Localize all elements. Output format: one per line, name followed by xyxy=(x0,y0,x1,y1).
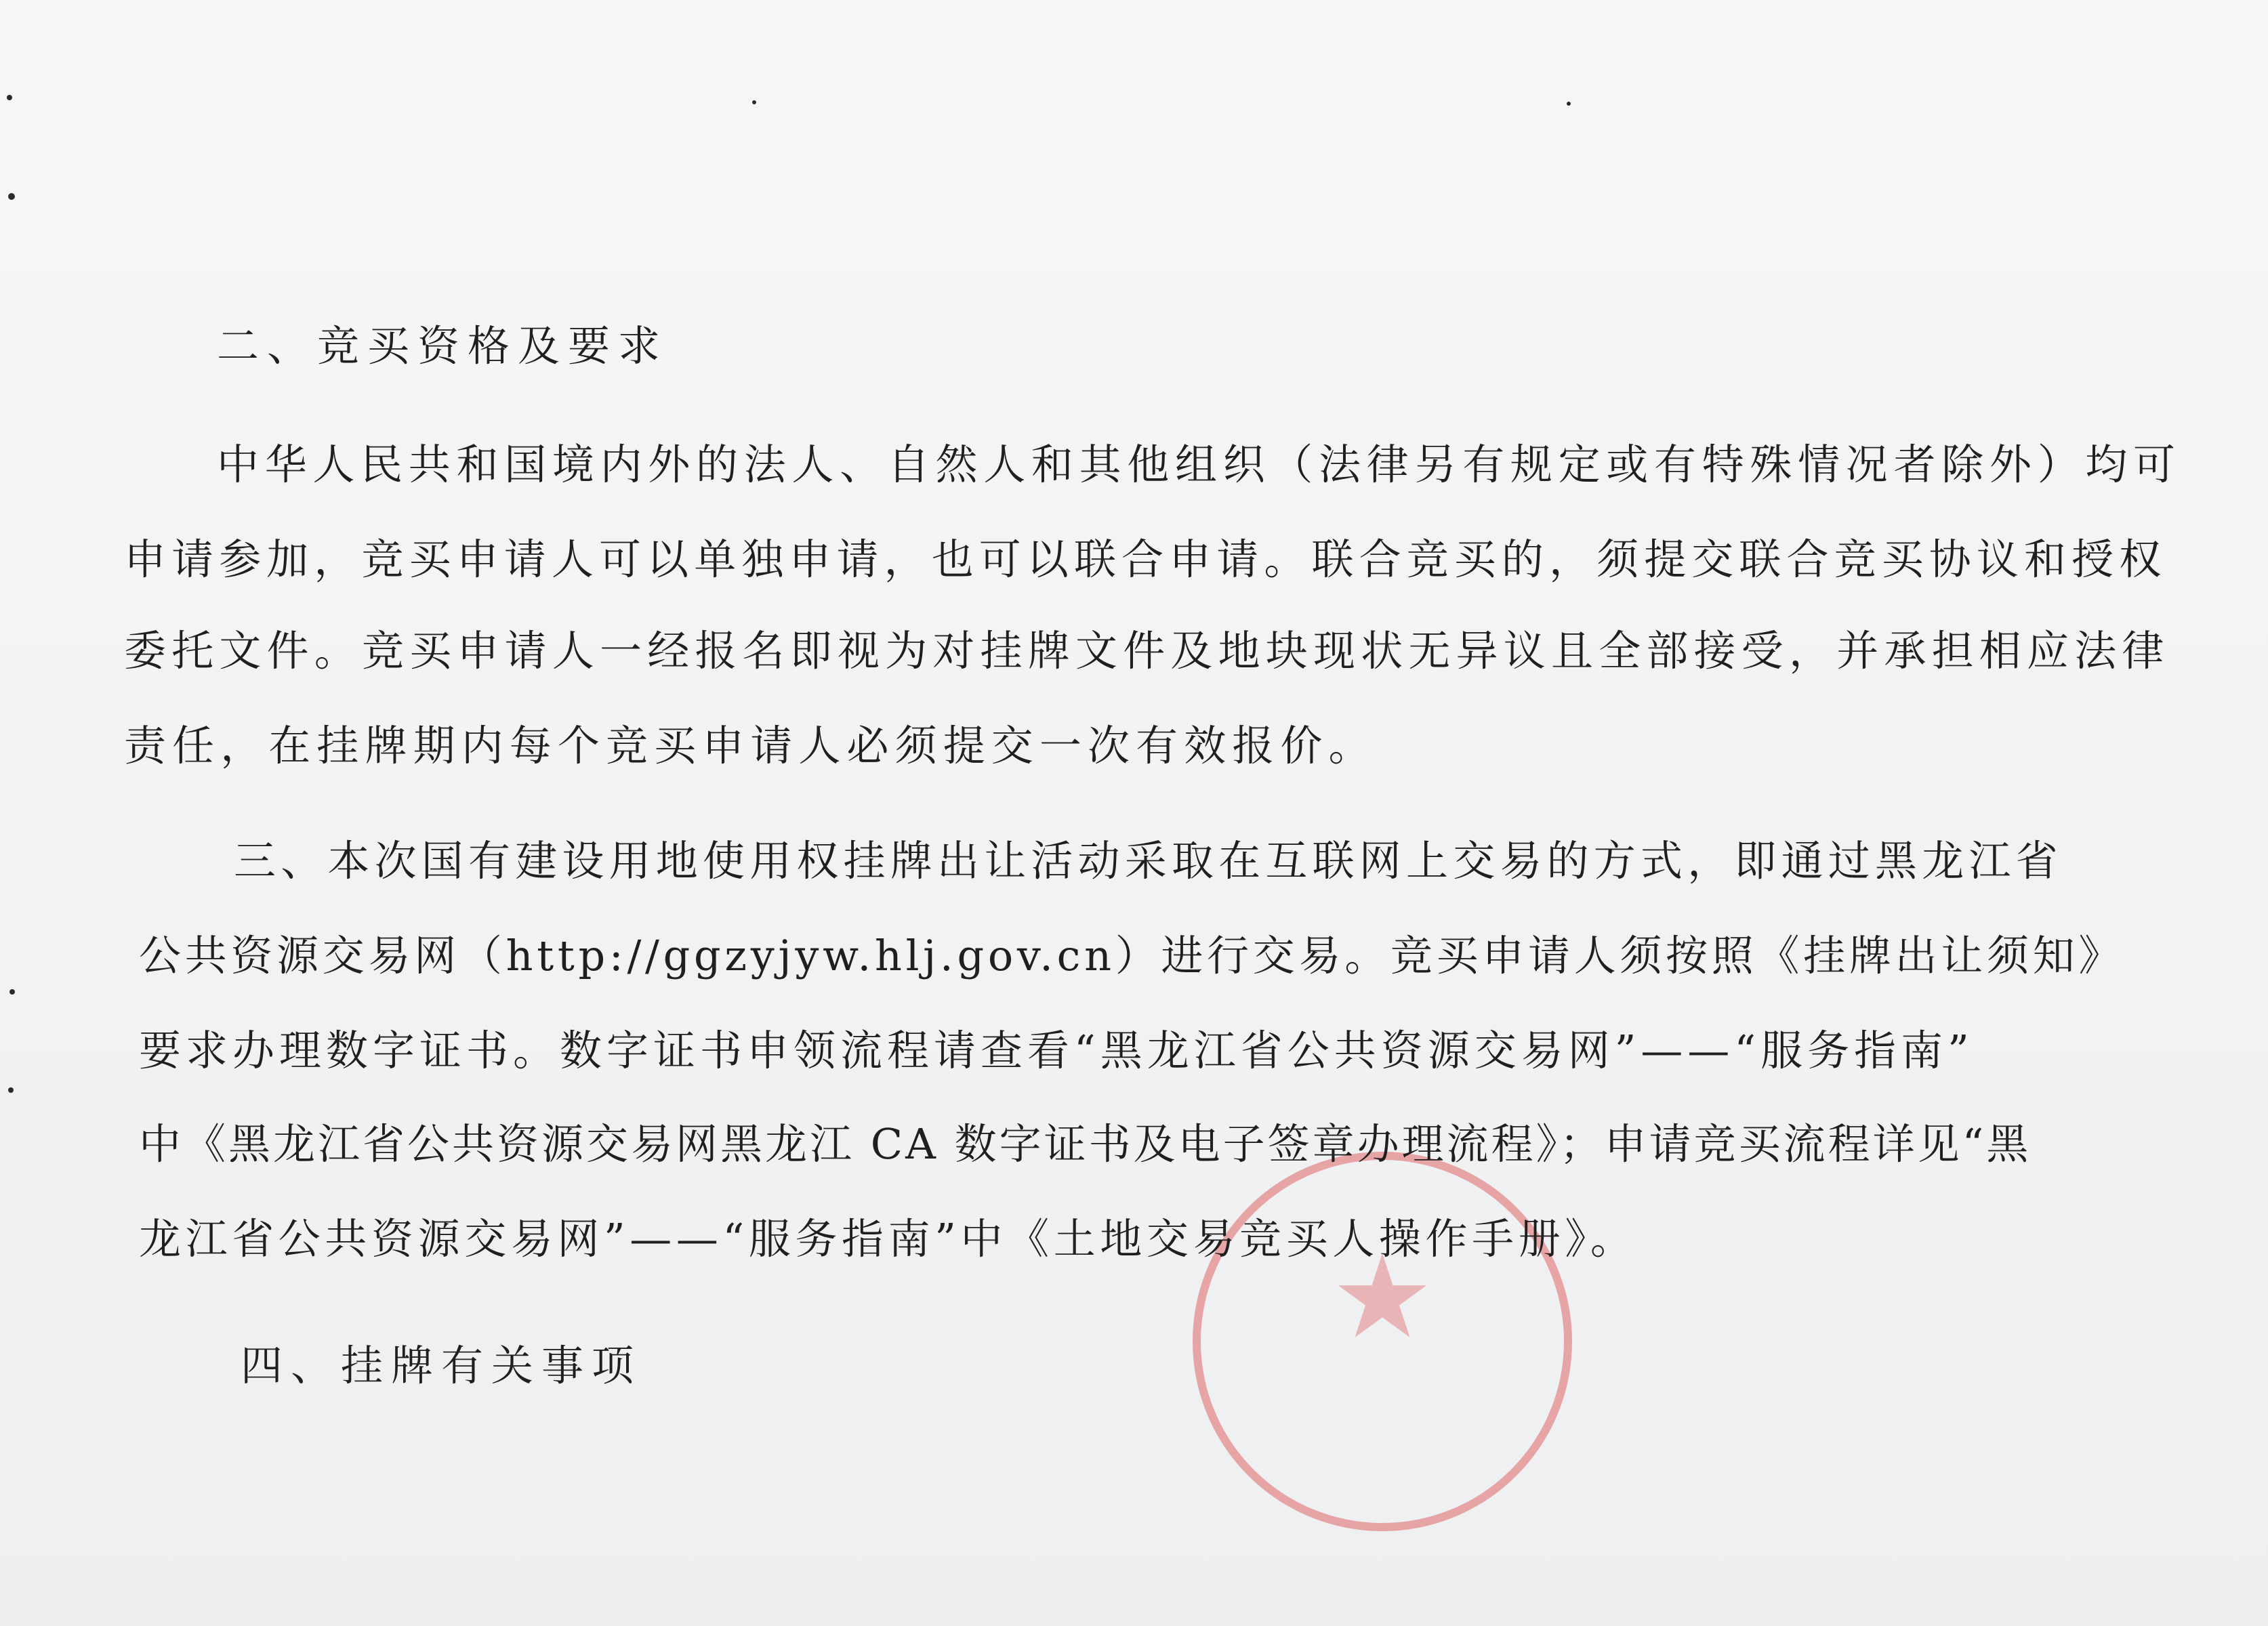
section-3-line-5: 龙江省公共资源交易网”——“服务指南”中《土地交易竞买人操作手册》。 xyxy=(139,1214,1637,1264)
speck-4 xyxy=(1567,102,1571,106)
section-3-line-1: 三、本次国有建设用地使用权挂牌出让活动采取在互联网上交易的方式，即通过黑龙江省 xyxy=(234,836,2063,885)
section-3-line-2: 公共资源交易网（http://ggzyjyw.hlj.gov.cn）进行交易。竞买申请人须按照《挂牌出让须知》 xyxy=(139,931,2125,980)
section-2-line-1: 中华人民共和国境内外的法人、自然人和其他组织（法律另有规定或有特殊情况者除外）均可 xyxy=(217,440,2181,489)
speck-5 xyxy=(9,989,15,995)
section-4-heading: 四、挂牌有关事项 xyxy=(241,1341,642,1390)
section-2-heading: 二、竞买资格及要求 xyxy=(217,321,669,371)
speck-1 xyxy=(7,95,12,100)
speck-3 xyxy=(752,100,756,104)
speck-2 xyxy=(8,193,15,200)
speck-6 xyxy=(8,1087,14,1093)
section-2-line-3: 委托文件。竞买申请人一经报名即视为对挂牌文件及地块现状无异议且全部接受，并承担相应法律 xyxy=(124,626,2170,675)
section-2-line-2: 申请参加，竞买申请人可以单独申请，也可以联合申请。联合竞买的，须提交联合竞买协议和授权 xyxy=(124,535,2167,584)
section-3-line-4: 中《黑龙江省公共资源交易网黑龙江 CA 数字证书及电子签章办理流程》；申请竞买流程详见“黑 xyxy=(139,1119,2032,1169)
section-3-line-3: 要求办理数字证书。数字证书申领流程请查看“黑龙江省公共资源交易网”——“服务指南” xyxy=(139,1026,1974,1075)
section-2-line-4: 责任，在挂牌期内每个竞买申请人必须提交一次有效报价。 xyxy=(124,721,1377,770)
seal-star-icon: ★ xyxy=(1330,1230,1435,1364)
